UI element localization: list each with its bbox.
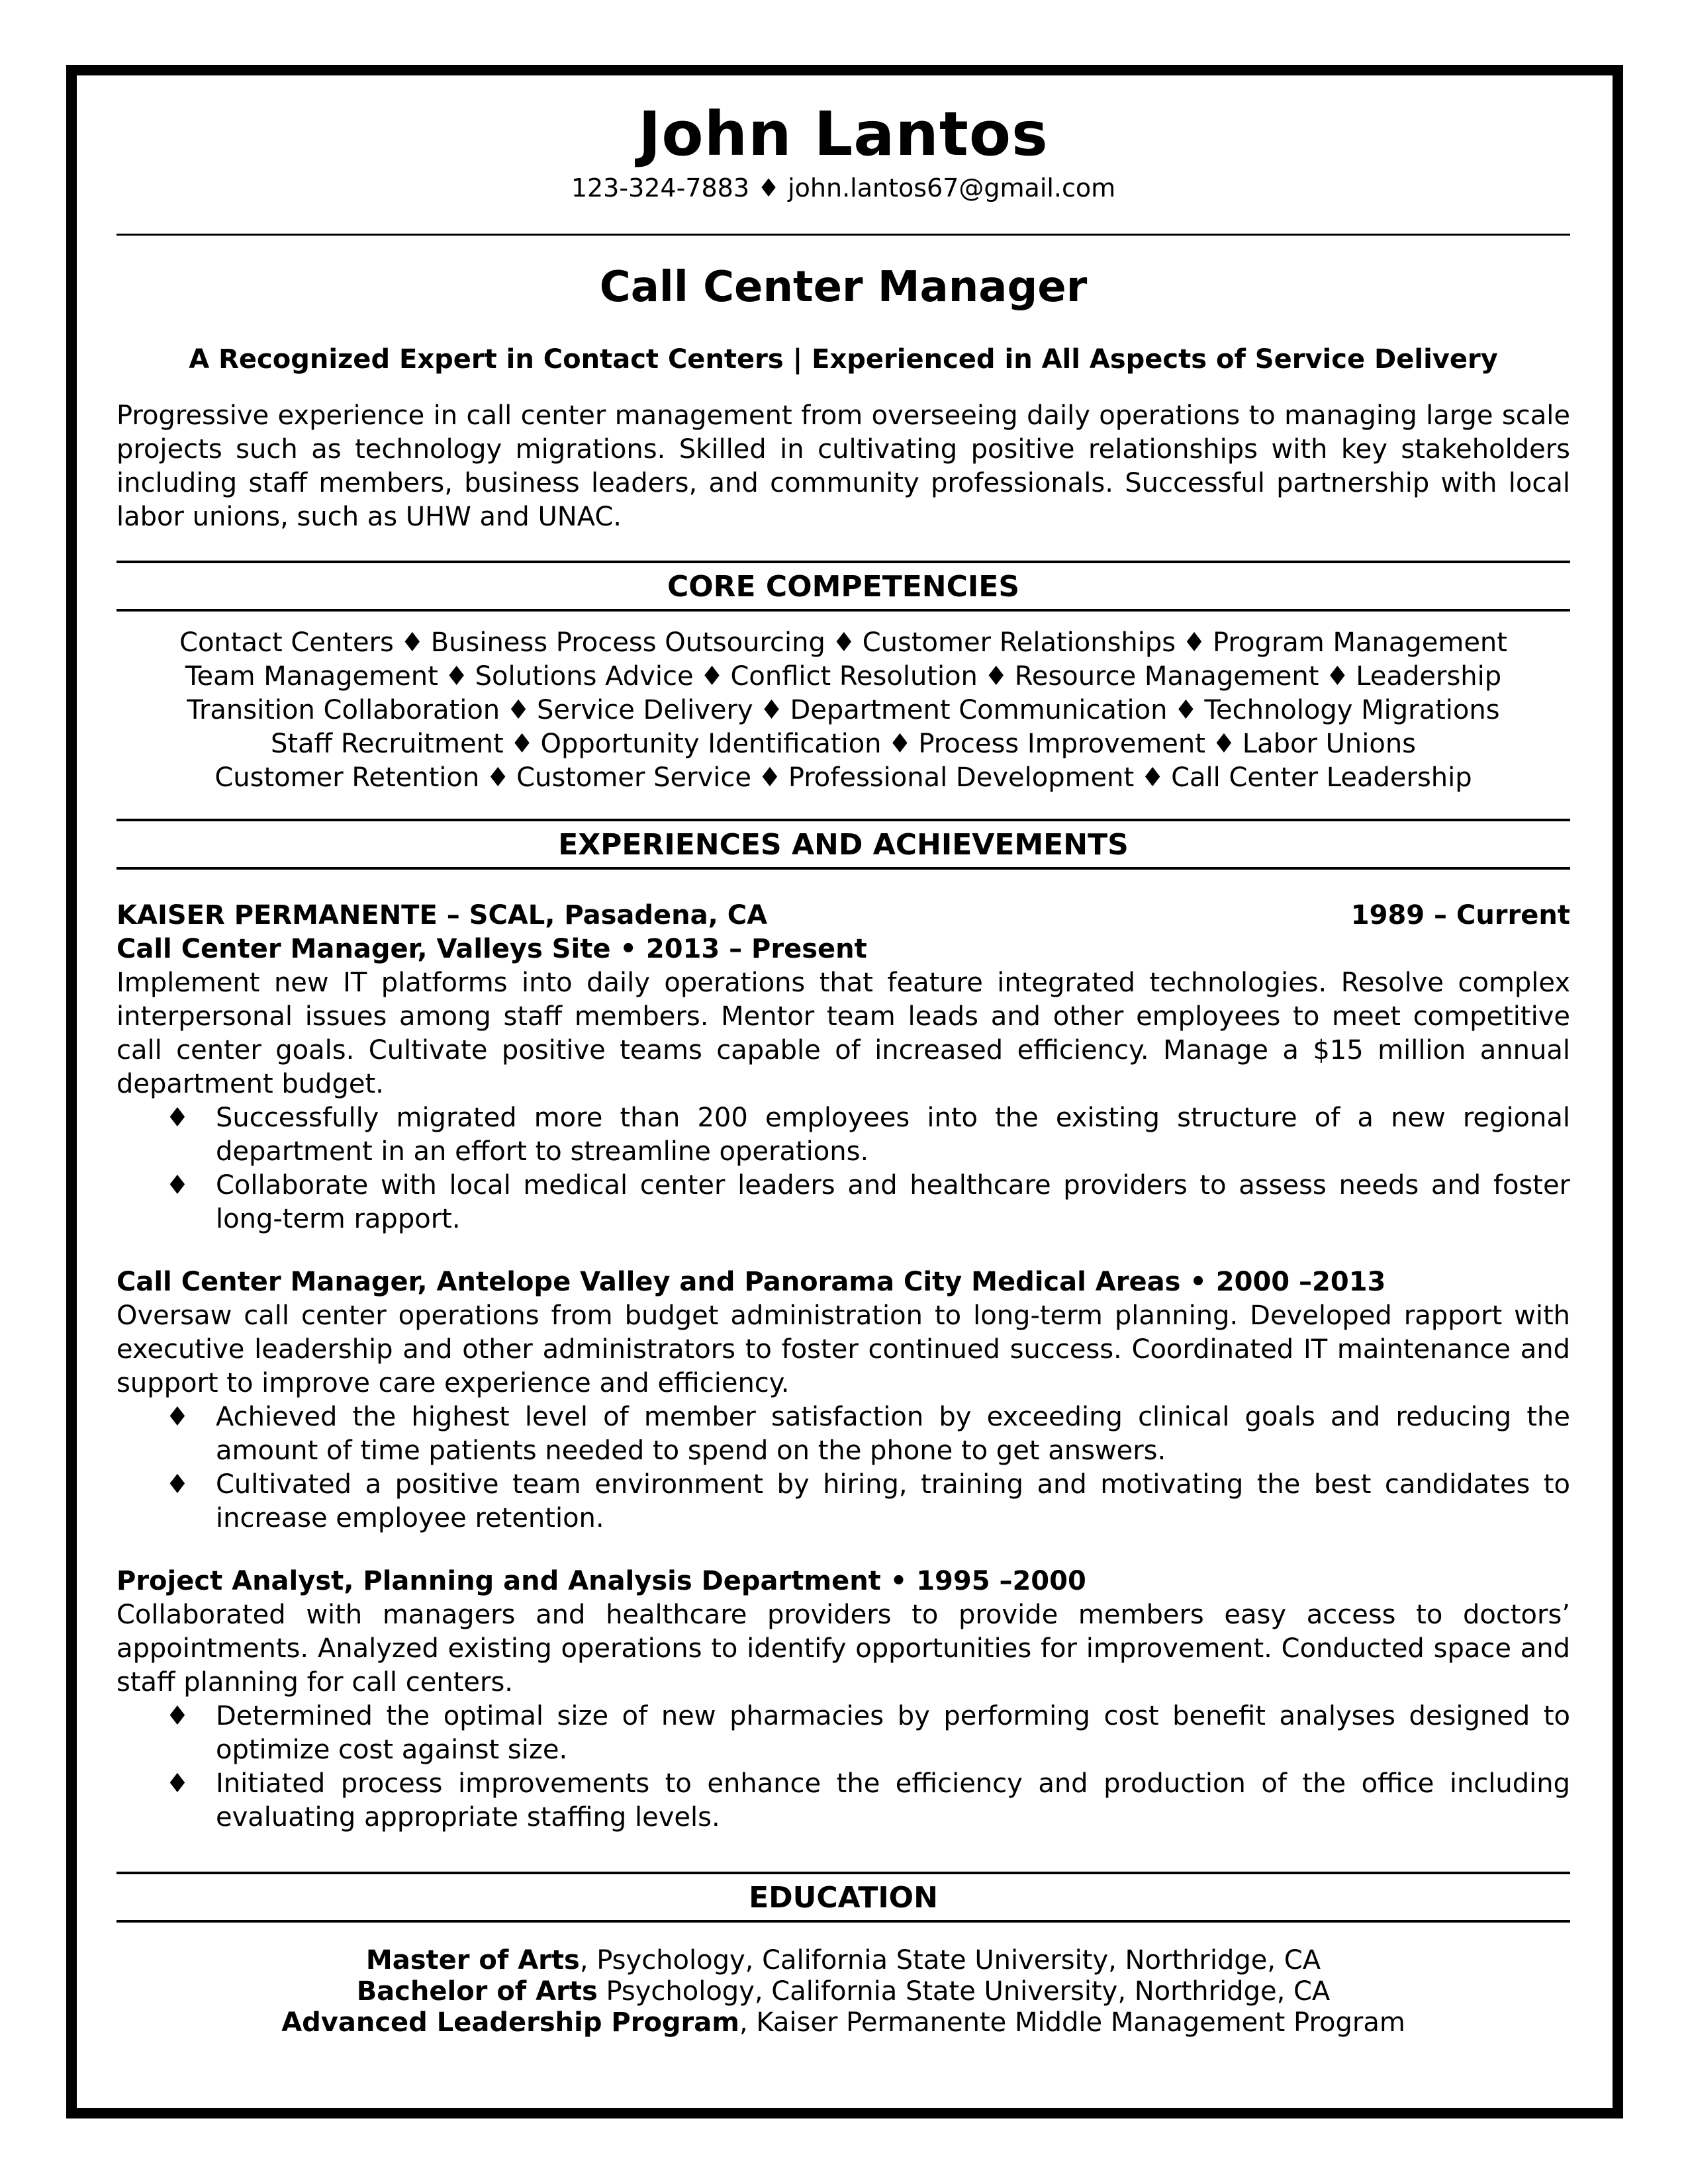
competency-line (117, 694, 1570, 727)
achievement-text: Collaborate with local medical center leaders and healthcare providers to assess needs and foster long-term rapport. (216, 1169, 1570, 1234)
achievement-text: Successfully migrated more than 200 employees into the existing structure of a new regional department in an effort to streamline operations. (216, 1102, 1570, 1167)
diamond-separator-icon: ♦ (700, 660, 724, 692)
competency-item: Team Management (185, 660, 438, 692)
diamond-separator-icon: ♦ (1141, 762, 1165, 793)
achievement-list (117, 1400, 1570, 1535)
competency-item: Conflict Resolution (730, 660, 978, 692)
achievement-list (117, 1700, 1570, 1835)
competency-item: Labor Unions (1242, 728, 1417, 759)
diamond-separator-icon: ♦ (510, 728, 534, 759)
achievement-item (117, 1169, 1570, 1236)
competency-item: Customer Retention (214, 762, 480, 793)
education-entry (117, 2007, 1570, 2038)
competency-item: Program Management (1212, 627, 1507, 658)
competency-item: Transition Collaboration (187, 694, 500, 725)
competency-line (117, 727, 1570, 761)
role-title: Project Analyst, Planning and Analysis Department • 1995 –2000 (117, 1565, 1086, 1596)
job-title: Call Center Manager (599, 263, 1088, 312)
role-title: Call Center Manager, Antelope Valley and Panorama City Medical Areas • 2000 –2013 (117, 1266, 1386, 1297)
role-block (117, 933, 1570, 1236)
degree-name: Bachelor of Arts (356, 1976, 598, 2007)
achievement-item (117, 1101, 1570, 1169)
diamond-separator-icon: ♦ (400, 627, 424, 658)
competency-item: Process Improvement (918, 728, 1205, 759)
competency-item: Service Delivery (537, 694, 753, 725)
diamond-separator-icon: ♦ (444, 660, 469, 692)
diamond-bullet-icon: ♦ (165, 1768, 189, 1799)
competency-item: Staff Recruitment (270, 728, 504, 759)
degree-detail: , Psychology, California State University, Northridge, CA (579, 1944, 1321, 1976)
diamond-separator-icon: ♦ (757, 762, 782, 793)
degree-name: Master of Arts (365, 1944, 580, 1976)
achievement-item (117, 1400, 1570, 1468)
competency-item: Leadership (1356, 660, 1502, 692)
competency-item: Professional Development (788, 762, 1135, 793)
email-address: john.lantos67@gmail.com (788, 173, 1116, 203)
diamond-separator-icon: ♦ (831, 627, 856, 658)
diamond-separator-icon: ♦ (757, 173, 780, 203)
competency-item: Call Center Leadership (1171, 762, 1472, 793)
degree-detail: Psychology, California State University, Northridge, CA (597, 1976, 1331, 2007)
diamond-separator-icon: ♦ (1211, 728, 1236, 759)
employer-line (117, 899, 1570, 933)
diamond-bullet-icon: ♦ (165, 1469, 189, 1500)
role-description: Collaborated with managers and healthcare providers to provide members easy access to doctors’ appointments. Analyzed existing operations to identify opportunities for improvement. Conducted space and staff planning for call centers. (117, 1599, 1570, 1698)
diamond-bullet-icon: ♦ (165, 1700, 189, 1731)
diamond-separator-icon: ♦ (1325, 660, 1350, 692)
resume (117, 99, 1570, 2038)
section-heading-experience: EXPERIENCES AND ACHIEVEMENTS (117, 819, 1570, 870)
employer-dates: 1989 – Current (1350, 899, 1570, 931)
competency-item: Customer Service (516, 762, 751, 793)
role-block (117, 1265, 1570, 1535)
competency-line (117, 660, 1570, 694)
competency-item: Contact Centers (179, 627, 394, 658)
diamond-separator-icon: ♦ (759, 694, 784, 725)
achievement-text: Initiated process improvements to enhance the efficiency and production of the office including evaluating appropriate staffing levels. (216, 1768, 1570, 1833)
diamond-bullet-icon: ♦ (165, 1102, 189, 1133)
role-description: Implement new IT platforms into daily operations that feature integrated technologies. Resolve complex interpersonal issues among staff members. Mentor team leads and other employees to meet competitive call center goals. Cultivate positive teams capable of increased efficiency. Manage a $15 million annual department budget. (117, 967, 1570, 1099)
achievement-text: Determined the optimal size of new pharmacies by performing cost benefit analyses designed to optimize cost against size. (216, 1700, 1570, 1765)
tagline: A Recognized Expert in Contact Centers | Experienced in All Aspects of Service Delivery (189, 343, 1498, 375)
competency-line (117, 626, 1570, 660)
competency-item: Resource Management (1014, 660, 1319, 692)
phone-number: 123-324-7883 (571, 173, 750, 203)
role-title: Call Center Manager, Valleys Site • 2013 – Present (117, 933, 867, 964)
degree-detail: , Kaiser Permanente Middle Management Program (739, 2007, 1405, 2038)
diamond-separator-icon: ♦ (506, 694, 530, 725)
education-list (117, 1945, 1570, 2038)
diamond-separator-icon: ♦ (1174, 694, 1198, 725)
diamond-bullet-icon: ♦ (165, 1401, 189, 1432)
role-block (117, 1565, 1570, 1835)
diamond-separator-icon: ♦ (486, 762, 510, 793)
candidate-name: John Lantos (638, 99, 1049, 169)
competency-line (117, 761, 1570, 795)
achievement-text: Achieved the highest level of member satisfaction by exceeding clinical goals and reducing the amount of time patients needed to spend on the phone to get answers. (216, 1401, 1570, 1466)
competency-item: Solutions Advice (475, 660, 694, 692)
employer-name: KAISER PERMANENTE – SCAL, Pasadena, CA (117, 899, 768, 931)
diamond-bullet-icon: ♦ (165, 1169, 189, 1201)
section-heading-education: EDUCATION (117, 1872, 1570, 1923)
competency-item: Customer Relationships (862, 627, 1176, 658)
achievement-item (117, 1767, 1570, 1835)
degree-name: Advanced Leadership Program (281, 2007, 739, 2038)
role-description: Oversaw call center operations from budget administration to long-term planning. Developed rapport with executive leadership and other administrators to foster continued success. Coordinated IT maintenance and support to improve care experience and efficiency. (117, 1300, 1570, 1398)
competency-item: Opportunity Identification (540, 728, 882, 759)
competency-item: Technology Migrations (1204, 694, 1500, 725)
diamond-separator-icon: ♦ (1182, 627, 1206, 658)
section-heading-core-competencies: CORE COMPETENCIES (117, 561, 1570, 612)
education-entry (117, 1945, 1570, 1976)
achievement-item (117, 1468, 1570, 1535)
achievement-item (117, 1700, 1570, 1767)
summary-paragraph: Progressive experience in call center management from overseeing daily operations to managing large scale projects such as technology migrations. Skilled in cultivating positive relationships with key stakeholders including staff members, business leaders, and community professionals. Successful partnership with local labor unions, such as UHW and UNAC. (117, 400, 1570, 532)
diamond-separator-icon: ♦ (888, 728, 912, 759)
header-divider (117, 234, 1570, 236)
competency-item: Department Communication (790, 694, 1168, 725)
achievement-list (117, 1101, 1570, 1236)
education-entry (117, 1976, 1570, 2007)
diamond-separator-icon: ♦ (984, 660, 1008, 692)
achievement-text: Cultivated a positive team environment by hiring, training and motivating the best candidates to increase employee retention. (216, 1469, 1570, 1533)
core-competencies-list (117, 626, 1570, 795)
contact-line (117, 172, 1570, 205)
competency-item: Business Process Outsourcing (430, 627, 825, 658)
